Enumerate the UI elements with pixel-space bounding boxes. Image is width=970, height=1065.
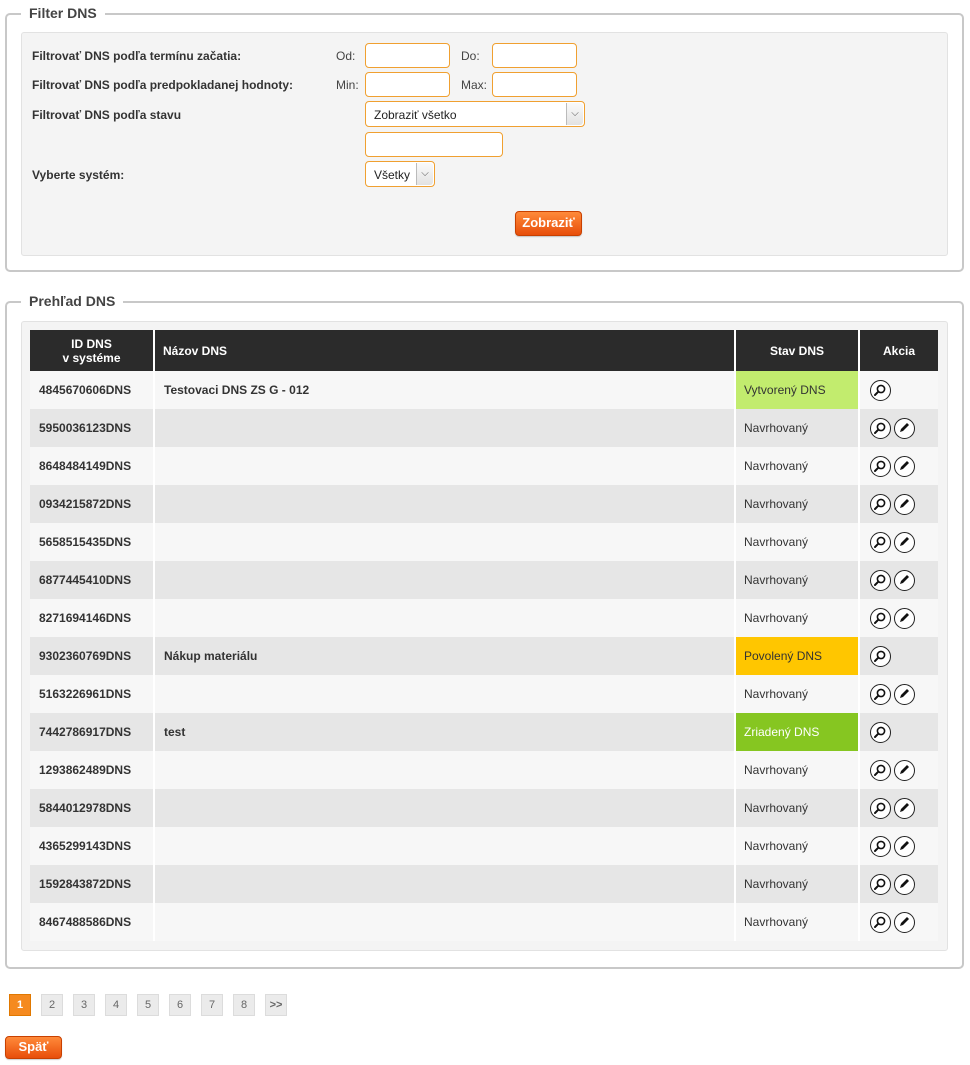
edit-icon[interactable]	[894, 684, 915, 705]
col-header-action: Akcia	[859, 330, 938, 371]
cell-actions	[859, 409, 938, 447]
page-7[interactable]: 7	[201, 994, 223, 1016]
page-3[interactable]: 3	[73, 994, 95, 1016]
page-2[interactable]: 2	[41, 994, 63, 1016]
cell-actions	[859, 523, 938, 561]
do-label: Do:	[461, 49, 480, 63]
view-icon[interactable]	[870, 570, 891, 591]
edit-icon[interactable]	[894, 912, 915, 933]
cell-dns-id: 8271694146DNS	[30, 599, 154, 637]
cell-actions	[859, 447, 938, 485]
system-select[interactable]	[365, 161, 435, 187]
cell-dns-id: 8467488586DNS	[30, 903, 154, 941]
cell-dns-state: Navrhovaný	[735, 827, 859, 865]
state-extra-input[interactable]	[365, 132, 503, 157]
cell-actions	[859, 637, 938, 675]
filter-legend: Filter DNS	[21, 5, 105, 21]
cell-dns-name	[154, 903, 735, 941]
cell-actions	[859, 599, 938, 637]
cell-actions	[859, 713, 938, 751]
col-header-id-line1: ID DNS	[71, 336, 112, 351]
view-icon[interactable]	[870, 798, 891, 819]
cell-actions	[859, 751, 938, 789]
dns-table	[30, 330, 938, 941]
edit-icon[interactable]	[894, 418, 915, 439]
page-next[interactable]: >>	[265, 994, 287, 1016]
col-header-id-line2: v systéme	[62, 350, 121, 365]
table-row	[30, 637, 938, 675]
cell-dns-state: Navrhovaný	[735, 903, 859, 941]
cell-actions	[859, 675, 938, 713]
cell-dns-name: test	[154, 713, 735, 751]
cell-actions	[859, 789, 938, 827]
date-filter-label: Filtrovať DNS podľa termínu začatia:	[32, 49, 242, 63]
cell-dns-state: Vytvorený DNS	[735, 371, 859, 409]
view-icon[interactable]	[870, 912, 891, 933]
edit-icon[interactable]	[894, 874, 915, 895]
cell-dns-state: Zriadený DNS	[735, 713, 859, 751]
view-icon[interactable]	[870, 494, 891, 515]
cell-dns-state: Navrhovaný	[735, 485, 859, 523]
state-select[interactable]	[365, 101, 585, 127]
table-header-row	[30, 330, 938, 371]
cell-dns-state: Navrhovaný	[735, 789, 859, 827]
page-1[interactable]: 1	[9, 994, 31, 1016]
table-row	[30, 485, 938, 523]
cell-dns-state: Navrhovaný	[735, 599, 859, 637]
cell-dns-id: 5950036123DNS	[30, 409, 154, 447]
cell-actions	[859, 865, 938, 903]
cell-actions	[859, 371, 938, 409]
cell-dns-state: Navrhovaný	[735, 523, 859, 561]
table-row	[30, 827, 938, 865]
state-filter-label: Filtrovať DNS podľa stavu	[32, 108, 182, 122]
date-from-input[interactable]	[365, 43, 450, 68]
system-label: Vyberte systém:	[32, 168, 125, 182]
view-icon[interactable]	[870, 456, 891, 477]
page-5[interactable]: 5	[137, 994, 159, 1016]
cell-dns-state: Navrhovaný	[735, 561, 859, 599]
cell-dns-name	[154, 827, 735, 865]
date-to-input[interactable]	[492, 43, 577, 68]
value-filter-label: Filtrovať DNS podľa predpokladanej hodnoty:	[32, 78, 294, 92]
value-min-input[interactable]	[365, 72, 450, 97]
table-row	[30, 561, 938, 599]
table-row	[30, 599, 938, 637]
edit-icon[interactable]	[894, 456, 915, 477]
cell-dns-name	[154, 599, 735, 637]
col-header-state[interactable]: Stav DNS	[735, 330, 859, 371]
cell-dns-id: 4365299143DNS	[30, 827, 154, 865]
table-row	[30, 713, 938, 751]
cell-dns-id: 4845670606DNS	[30, 371, 154, 409]
view-icon[interactable]	[870, 684, 891, 705]
view-icon[interactable]	[870, 380, 891, 401]
cell-dns-state: Navrhovaný	[735, 751, 859, 789]
view-icon[interactable]	[870, 760, 891, 781]
table-row	[30, 523, 938, 561]
chevron-down-icon[interactable]: ⌵	[416, 163, 433, 185]
min-label: Min:	[336, 78, 359, 92]
cell-dns-state: Povolený DNS	[735, 637, 859, 675]
cell-actions	[859, 903, 938, 941]
table-row	[30, 865, 938, 903]
cell-dns-state: Navrhovaný	[735, 675, 859, 713]
cell-dns-id: 7442786917DNS	[30, 713, 154, 751]
edit-icon[interactable]	[894, 798, 915, 819]
cell-dns-name: Nákup materiálu	[154, 637, 735, 675]
col-header-name[interactable]: Názov DNS	[154, 330, 735, 371]
system-select-value: Všetky	[374, 168, 411, 182]
cell-dns-id: 0934215872DNS	[30, 485, 154, 523]
cell-dns-name	[154, 751, 735, 789]
view-icon[interactable]	[870, 836, 891, 857]
cell-dns-name	[154, 485, 735, 523]
value-max-input[interactable]	[492, 72, 577, 97]
table-row	[30, 447, 938, 485]
cell-dns-id: 5844012978DNS	[30, 789, 154, 827]
table-row	[30, 789, 938, 827]
table-row	[30, 751, 938, 789]
cell-dns-state: Navrhovaný	[735, 865, 859, 903]
table-row	[30, 903, 938, 941]
od-label: Od:	[336, 49, 356, 63]
cell-dns-name	[154, 675, 735, 713]
col-header-id[interactable]	[30, 330, 154, 371]
cell-dns-id: 6877445410DNS	[30, 561, 154, 599]
cell-actions	[859, 561, 938, 599]
edit-icon[interactable]	[894, 532, 915, 553]
view-icon[interactable]	[870, 646, 891, 667]
cell-dns-id: 8648484149DNS	[30, 447, 154, 485]
view-icon[interactable]	[870, 418, 891, 439]
cell-dns-name	[154, 447, 735, 485]
edit-icon[interactable]	[894, 494, 915, 515]
chevron-down-icon[interactable]: ⌵	[566, 103, 583, 125]
cell-dns-name: Testovaci DNS ZS G - 012	[154, 371, 735, 409]
cell-dns-name	[154, 523, 735, 561]
max-label: Max:	[461, 78, 488, 92]
edit-icon[interactable]	[894, 570, 915, 591]
view-icon[interactable]	[870, 608, 891, 629]
cell-dns-name	[154, 865, 735, 903]
edit-icon[interactable]	[894, 760, 915, 781]
cell-dns-id: 5658515435DNS	[30, 523, 154, 561]
cell-actions	[859, 485, 938, 523]
view-icon[interactable]	[870, 722, 891, 743]
state-select-value: Zobraziť všetko	[374, 108, 457, 122]
cell-dns-id: 5163226961DNS	[30, 675, 154, 713]
table-row	[30, 409, 938, 447]
page-4[interactable]: 4	[105, 994, 127, 1016]
edit-icon[interactable]	[894, 836, 915, 857]
back-button[interactable]: Späť	[5, 1036, 62, 1059]
cell-dns-name	[154, 561, 735, 599]
page-8[interactable]: 8	[233, 994, 255, 1016]
view-icon[interactable]	[870, 532, 891, 553]
view-icon[interactable]	[870, 874, 891, 895]
cell-dns-name	[154, 789, 735, 827]
overview-legend: Prehľad DNS	[21, 293, 123, 309]
table-row	[30, 675, 938, 713]
cell-dns-id: 9302360769DNS	[30, 637, 154, 675]
cell-dns-state: Navrhovaný	[735, 409, 859, 447]
edit-icon[interactable]	[894, 608, 915, 629]
page-6[interactable]: 6	[169, 994, 191, 1016]
cell-dns-id: 1293862489DNS	[30, 751, 154, 789]
cell-actions	[859, 827, 938, 865]
show-button[interactable]: Zobraziť	[515, 211, 582, 236]
table-row	[30, 371, 938, 409]
cell-dns-state: Navrhovaný	[735, 447, 859, 485]
cell-dns-name	[154, 409, 735, 447]
cell-dns-id: 1592843872DNS	[30, 865, 154, 903]
